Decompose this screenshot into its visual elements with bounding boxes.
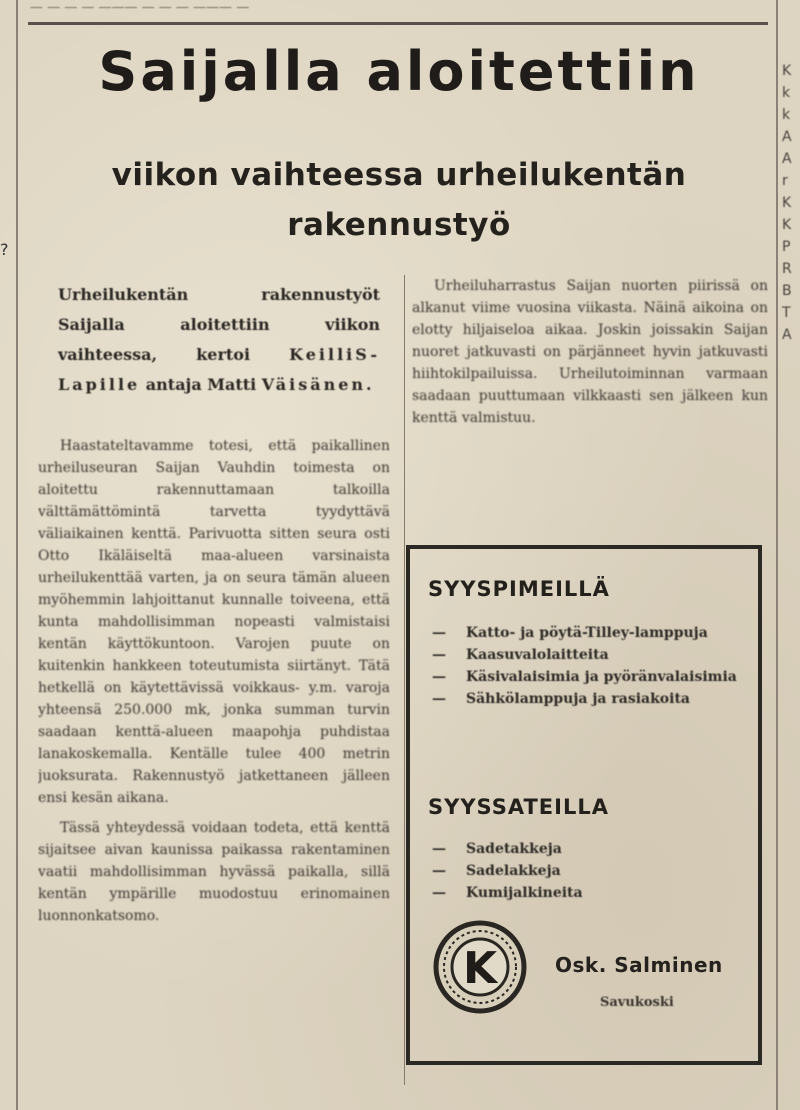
ad-list-item: — Kaasuvalolaitteita xyxy=(432,647,609,663)
subhead-line-1: viikon vaihteessa urheilukentän xyxy=(111,157,687,193)
ad-item-text: Katto- ja pöytä-Tilley-lamppuja xyxy=(466,625,708,641)
headline: Saijalla aloitettiin xyxy=(98,40,700,103)
body-paragraph: Urheiluharrastus Saijan nuorten piirissä on alkanut viime vuosina viikasta. Näinä aikoina on elotty hiljaiseloa aikaa. Joskin joissakin Saijan nuoret jatkuvasti on pärjänneet hyvin jatkuvasti hiihtokilpailuissa. Urheilutoiminnan varmaan saadaan puuttumaan vilkkaasti sen jälkeen kun kenttä valmistuu. xyxy=(412,278,768,426)
right-column-rule xyxy=(776,0,778,1110)
ad-item-text: Käsivalaisimia ja pyöränvalaisimia xyxy=(466,669,737,685)
shop-location: Savukoski xyxy=(600,995,674,1010)
advertisement-box xyxy=(406,545,762,1065)
logo-letter: K xyxy=(462,943,498,994)
lead-newspaper-name: KeilliS-Lapille xyxy=(58,345,380,394)
ad-list-item: — Käsivalaisimia ja pyöränvalaisimia xyxy=(432,669,737,685)
ad-heading-rainy-season: SYYSSATEILLA xyxy=(428,795,609,819)
ad-list-item: — Sadetakkeja xyxy=(432,841,562,857)
ad-list-lighting xyxy=(428,623,753,711)
ad-item-text: Kumijalkineita xyxy=(466,885,583,901)
k-store-logo-icon xyxy=(432,919,528,1015)
shop-name: Osk. Salminen xyxy=(555,953,723,977)
ad-list-item: — Katto- ja pöytä-Tilley-lamppuja xyxy=(432,625,708,641)
subheadline xyxy=(28,150,770,250)
ad-item-text: Kaasuvalolaitteita xyxy=(466,647,609,663)
lead-paragraph xyxy=(58,280,380,400)
column-divider xyxy=(404,275,405,1085)
ad-list-item: — Sähkölamppuja ja rasiakoita xyxy=(432,691,690,707)
body-paragraph: Haastateltavamme totesi, että paikallinen urheiluseuran Saijan Vauhdin toimesta on aloitettu rakennuttamaan talkoilla välttämättömintä tarvetta tyydyttävä väliaikainen kenttä. Parivuotta sitten seura osti Otto Ikäläiseltä maa-alueen varsinaista urheilukenttää varten, ja on seura tämän alueen myöhemmin lahjoittanut kunnalle toiveena, että kunta mahdollisimman nopeasti valmistaisi kentän käyttökuntoon. Varojen puute on kuitenkin hankkeen toteutumista siirtänyt. Tätä hetkellä on käytettävissä voikkaus- y.m. varoja yhteensä 250.000 mk, jonka summan turvin saadaan kenttä-alueen maapohja puhdistaa lanakoskemalla. Kentälle tulee 400 metrin juoksurata. Rakennustyö jatkettaneen jälleen ensi kesän aikana. xyxy=(38,438,390,806)
top-rule xyxy=(28,22,768,25)
lead-text-2: antaja Matti xyxy=(145,375,257,394)
lead-person-name: Väisänen. xyxy=(261,375,375,394)
ad-item-text: Sadetakkeja xyxy=(466,841,562,857)
subhead-line-2: rakennustyö xyxy=(287,207,511,243)
left-column-rule xyxy=(16,0,18,1110)
lead-text-1: Urheilukentän rakennustyöt Saijalla aloitettiin viikon vaihteessa, kertoi xyxy=(58,285,380,364)
left-margin-text: ? xyxy=(0,240,9,259)
ad-heading-dark-season: SYYSPIMEILLÄ xyxy=(428,577,610,601)
right-margin-text: K k k A A r K K P R B T A xyxy=(782,63,792,343)
right-body-column xyxy=(412,275,768,535)
ad-list-item: — Sadelakkeja xyxy=(432,863,561,879)
top-strip-text: — — — — ——— — — — ——— — xyxy=(30,0,250,14)
ad-item-text: Sadelakkeja xyxy=(466,863,561,879)
ad-list-item: — Kumijalkineita xyxy=(432,885,583,901)
ad-item-text: Sähkölamppuja ja rasiakoita xyxy=(466,691,690,707)
ad-list-rainwear xyxy=(428,839,753,905)
left-body-column xyxy=(38,435,390,1100)
body-paragraph: Tässä yhteydessä voidaan todeta, että kenttä sijaitsee aivan kaunissa paikassa rakentaminen vaatii mahdollisimman hyvässä paikalla, sillä kentän ympärille muodostuu erinomainen luonnonkatsomo. xyxy=(38,820,390,924)
